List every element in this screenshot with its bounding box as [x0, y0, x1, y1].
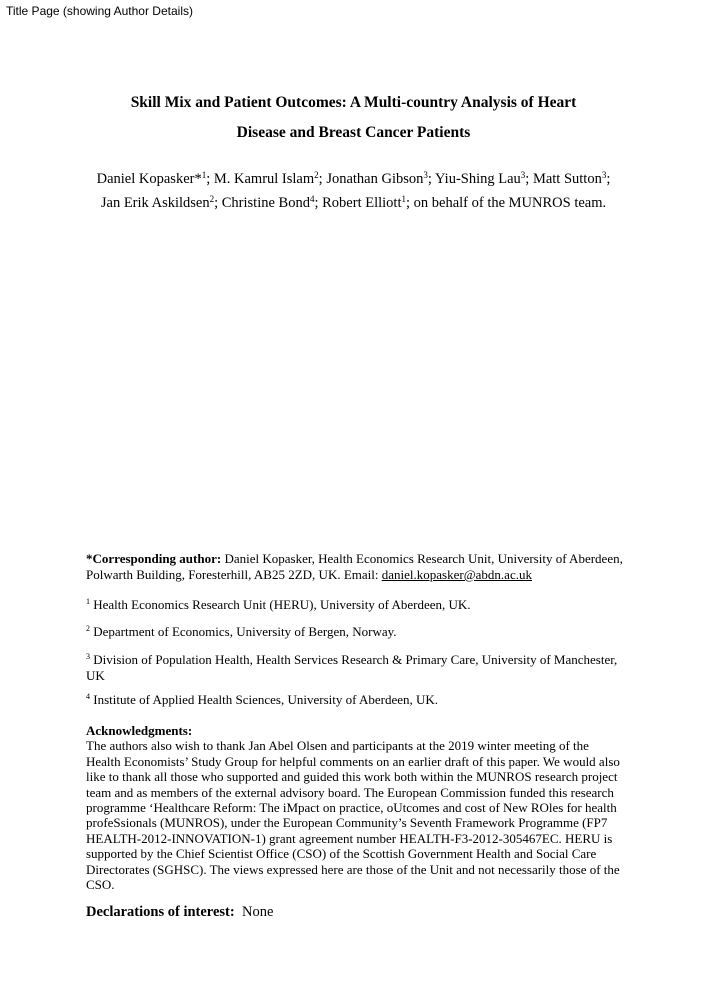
acknowledgments-heading: Acknowledgments:: [86, 723, 193, 738]
author-affiliation-mark: 2: [209, 194, 215, 204]
author-name: Christine Bond: [221, 195, 310, 211]
affiliation-item: [86, 692, 626, 708]
author-separator: ;: [405, 195, 414, 211]
affiliation-number: 1: [86, 597, 90, 606]
author-list: [86, 167, 621, 215]
title-line-2: Disease and Breast Cancer Patients: [236, 124, 471, 141]
acknowledgments-text: The authors also wish to thank Jan Abel Olsen and participants at the 2019 winter meeting of the Health Economists’ Study Group for helpful comments on an earlier draft of this paper. We would also like to thank all those who supported and guided this work both within the MUNROS research project team and as members of the external advisory board. The European Commission funded this research programme ‘Healthcare Reform: The iMpact on practice, oUtcomes and cost of New ROles for health profeSsionals (MUNROS), under the European Community’s Seventh Framework Programme (FP7 HEALTH-2012-INNOVATION-1) grant agreement number HEALTH-F3-2012-305467EC. HERU is supported by the Chief Scientist Office (CSO) of the Scottish Government Health and Social Care Directorates (SGHSC). The views expressed here are those of the Unit and not necessarily those of the CSO.: [86, 738, 620, 893]
author-separator: ;: [427, 171, 435, 187]
author-name: M. Kamrul Islam: [213, 171, 315, 187]
author-separator: ;: [206, 171, 214, 187]
affiliation-text: Institute of Applied Health Sciences, University of Aberdeen, UK.: [93, 692, 439, 707]
declarations-label: Declarations of interest:: [86, 904, 235, 920]
author-name: Jan Erik Askildsen: [100, 195, 210, 211]
author-name: Yiu-Shing Lau: [435, 171, 521, 187]
author-affiliation-mark: 3: [601, 170, 607, 180]
author-name: Robert Elliott: [322, 195, 402, 211]
paper-title: [86, 88, 621, 148]
author-affiliation-mark: 3: [423, 170, 428, 180]
author-affiliation-mark: 2: [314, 170, 319, 180]
affiliation-item: [86, 652, 626, 684]
declarations-value: None: [241, 904, 274, 920]
affiliation-number: 2: [86, 624, 90, 633]
corresponding-author-block: [86, 551, 626, 583]
acknowledgments-section: [86, 723, 626, 892]
author-separator: ;: [525, 171, 533, 187]
author-affiliation-mark: 3: [520, 170, 526, 180]
page-header-label: Title Page (showing Author Details): [6, 4, 193, 18]
affiliation-text: Division of Population Health, Health Services Research & Primary Care, University of Manchester, UK: [86, 652, 618, 683]
author-name: Matt Sutton: [532, 171, 602, 187]
affiliation-item: [86, 624, 626, 640]
author-affiliation-mark: 1: [201, 170, 207, 180]
author-separator: ;: [606, 171, 611, 187]
author-name: Jonathan Gibson: [326, 171, 424, 187]
author-separator: ;: [214, 195, 222, 211]
author-name: Daniel Kopasker*: [96, 171, 202, 187]
affiliation-item: [86, 597, 626, 613]
author-separator: ;: [314, 195, 323, 211]
author-affiliation-mark: 1: [401, 194, 406, 204]
corresponding-author-label: *Corresponding author:: [86, 551, 222, 566]
affiliation-text: Health Economics Research Unit (HERU), University of Aberdeen, UK.: [93, 597, 471, 612]
corresponding-author-text: Daniel Kopasker, Health Economics Research Unit, University of Aberdeen, Polwarth Building, Foresterhill, AB25 2ZD, UK. Email:: [86, 551, 623, 582]
title-line-1: Skill Mix and Patient Outcomes: A Multi-country Analysis of Heart: [130, 94, 577, 111]
author-affiliation-mark: 4: [309, 194, 315, 204]
authors-suffix: on behalf of the MUNROS team.: [413, 195, 607, 211]
affiliation-text: Department of Economics, University of Bergen, Norway.: [93, 624, 397, 639]
affiliation-number: 4: [86, 692, 90, 701]
declarations-of-interest: [86, 903, 626, 921]
affiliation-number: 3: [86, 652, 90, 661]
author-separator: ;: [318, 171, 327, 187]
corresponding-email-link[interactable]: daniel.kopasker@abdn.ac.uk: [381, 567, 532, 582]
